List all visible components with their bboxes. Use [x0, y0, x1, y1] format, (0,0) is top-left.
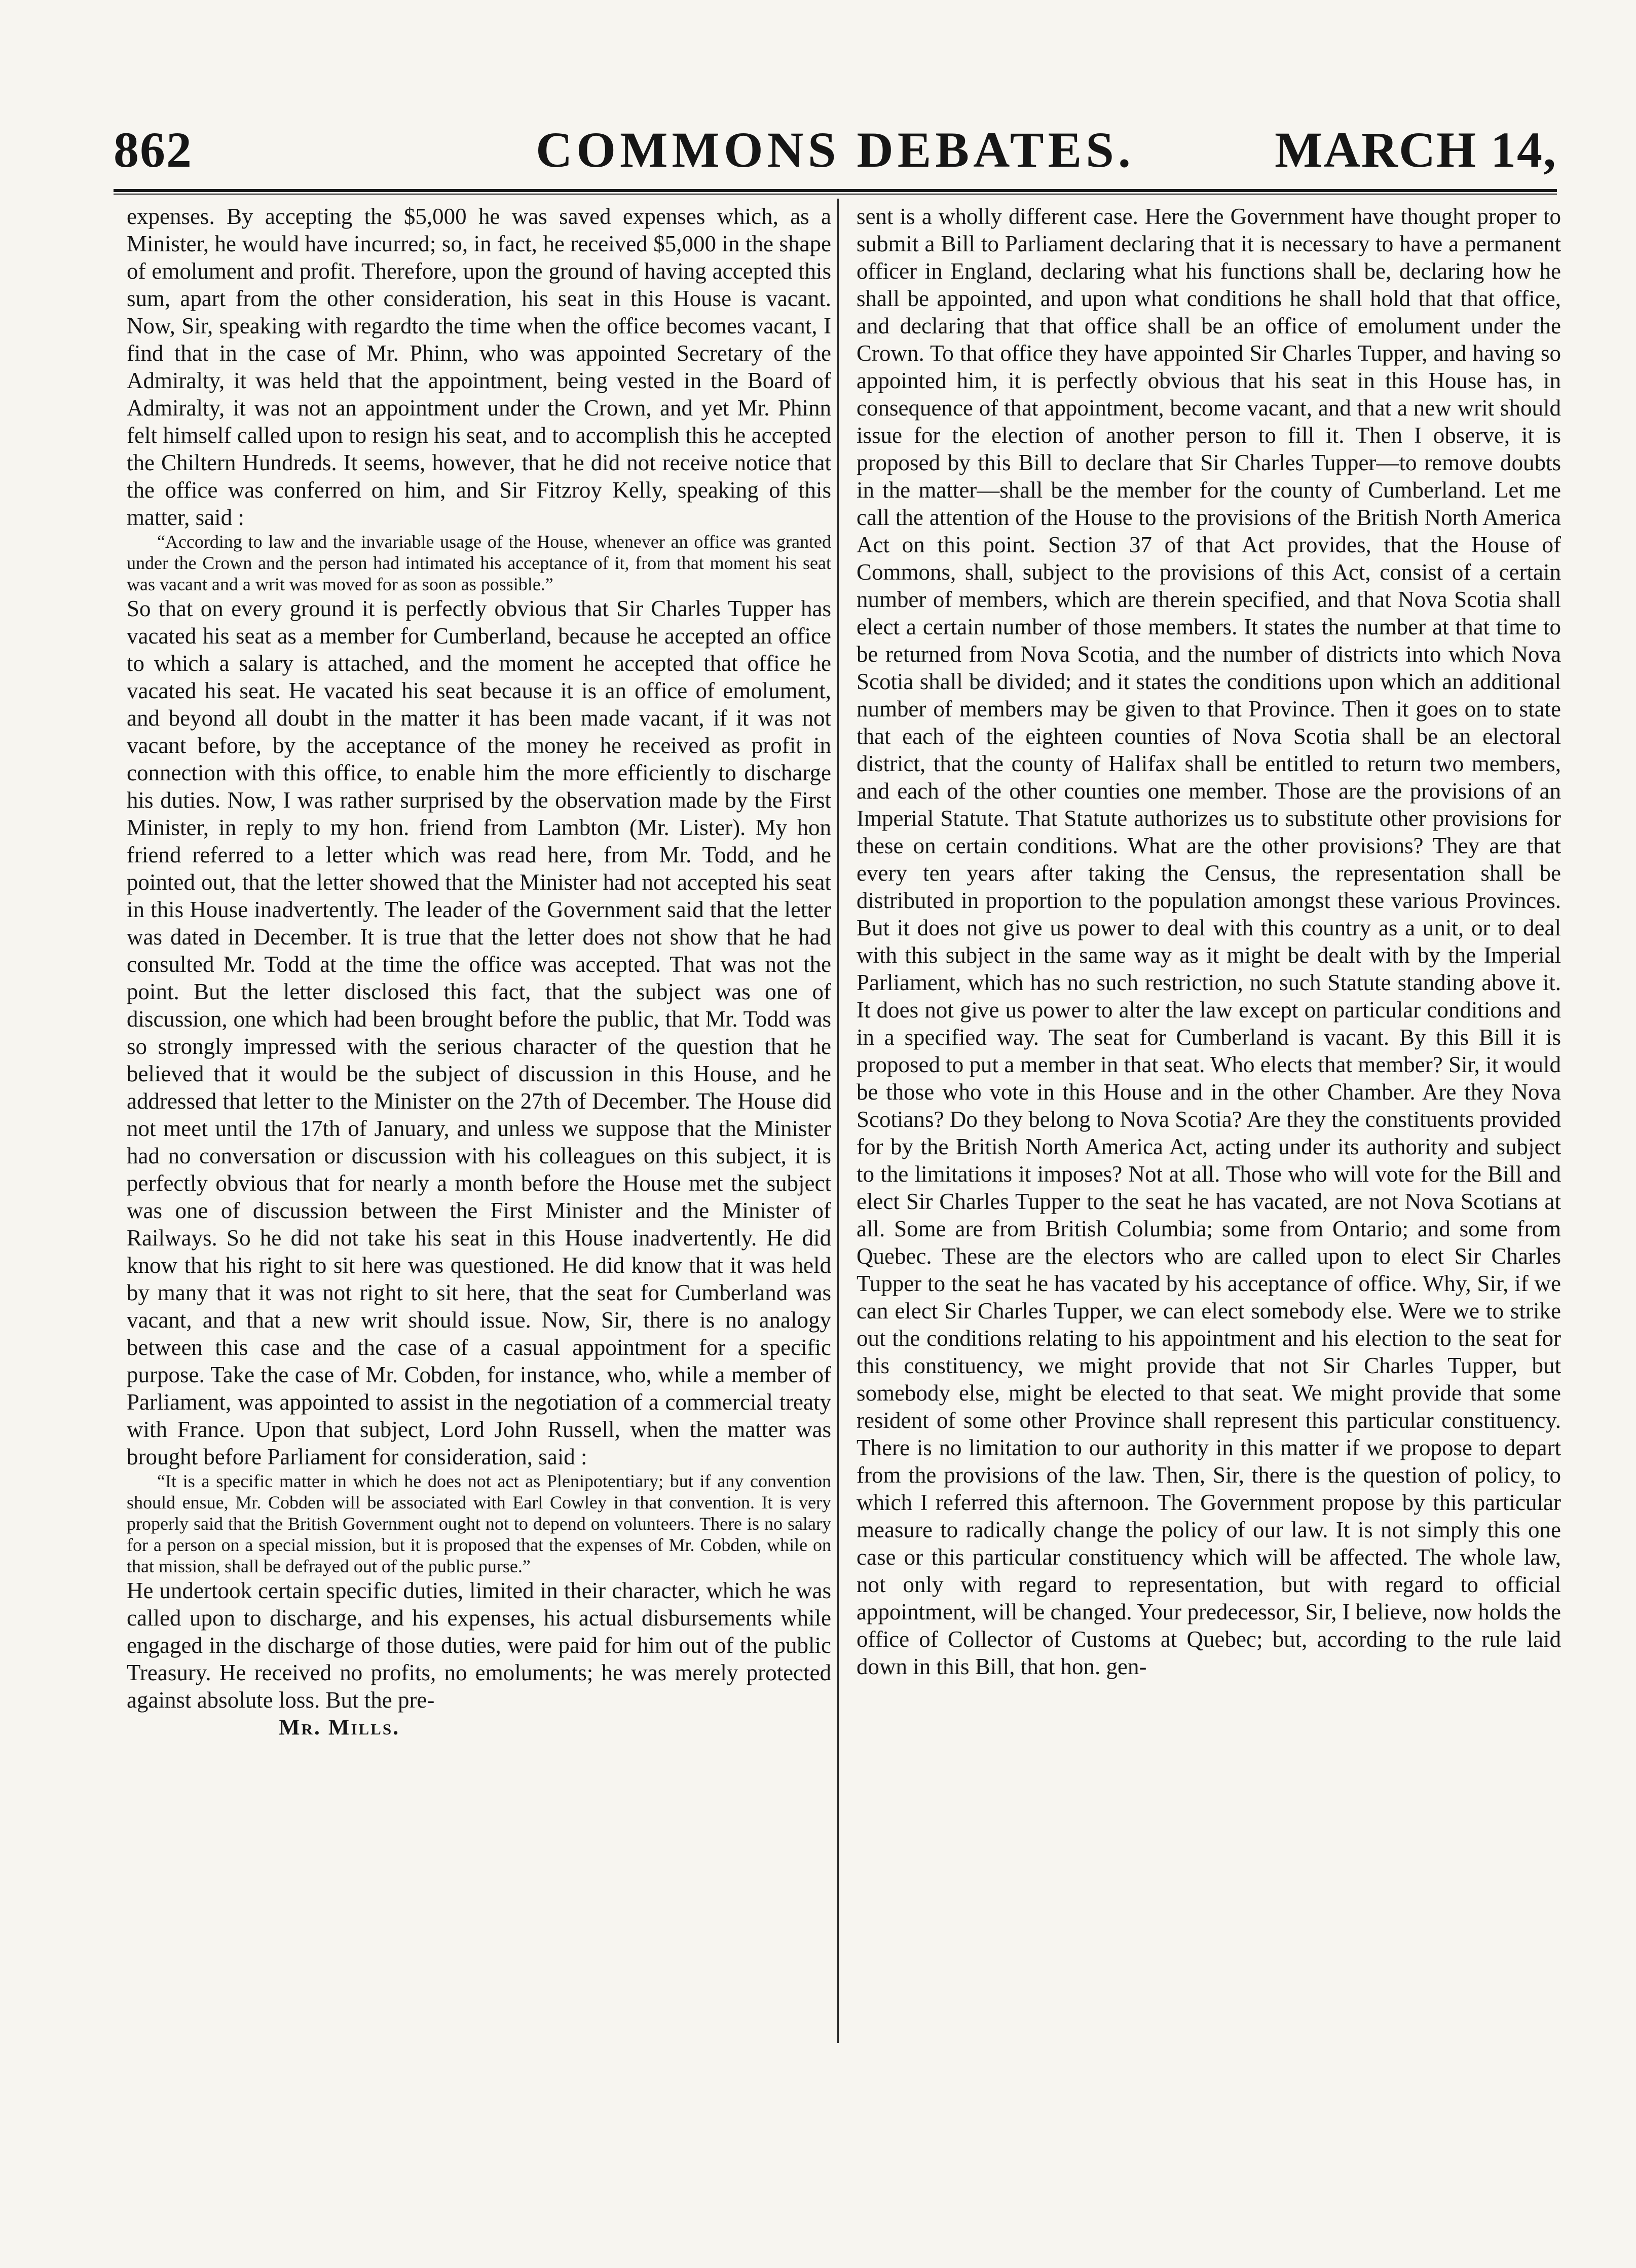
header-date: MARCH 14,: [1275, 122, 1557, 178]
page-number: 862: [114, 122, 193, 178]
right-column: [857, 203, 1561, 1680]
left-column: [127, 203, 831, 1741]
page-header: [114, 121, 1557, 181]
left-paragraph-3: He undertook certain specific duties, limited in their character, which he was called upon to discharge, and his expenses, his actual disbursements while engaged in the discharge of those duties, were paid for him out of the public Treasury. He received no profits, no emoluments; he was merely protected against absolute loss. But the pre-: [127, 1578, 831, 1713]
right-paragraph-1: sent is a wholly different case. Here the Government have thought proper to submit a Bill to Parliament declaring that it is necessary to have a permanent officer in England, declaring what his functions shall be, declaring how he shall be appointed, and upon what conditions he shall hold that that office, and declaring that that office shall be an office of emolument under the Crown. To that office they have appointed Sir Charles Tupper, and having so appointed him, it is perfectly obvious that his seat in this House has, in consequence of that appointment, become vacant, and that a new writ should issue for the election of another person to fill it. Then I observe, it is proposed by this Bill to declare that Sir Charles Tupper—to remove doubts in the matter—shall be the member for the county of Cumberland. Let me call the attention of the House to the provisions of the British North America Act on this point. Section 37 of that Act provides, that the House of Commons, shall, subject to the provisions of this Act, consist of a certain number of members, which are therein specified, and that Nova Scotia shall elect a certain number of those members. It states the number at that time to be returned from Nova Scotia, and the number of districts into which Nova Scotia shall be divided; and it states the conditions upon which an additional number of members may be given to that Province. Then it goes on to state that each of the eighteen counties of Nova Scotia shall be an electoral district, that the county of Halifax shall be entitled to return two members, and each of the other counties one member. Those are the provisions of an Imperial Statute. That Statute authorizes us to substitute other provisions for these on certain conditions. What are the other provisions? They are that every ten years after taking the Census, the representation shall be distributed in proportion to the population amongst these various Provinces. But it does not give us power to deal with this country as a unit, or to deal with this subject in the same way as it might be dealt with by the Imperial Parliament, which has no such restriction, no such Statute standing above it. It does not give us power to alter the law except on particular conditions and in a specified way. The seat for Cumberland is vacant. By this Bill it is proposed to put a member in that seat. Who elects that member? Sir, it would be those who vote in this House and in the other Chamber. Are they Nova Scotians? Do they belong to Nova Scotia? Are they the constituents provided for by the British North America Act, acting under its authority and subject to the limitations it imposes? Not at all. Those who will vote for the Bill and elect Sir Charles Tupper to the seat he has vacated, are not Nova Scotians at all. Some are from British Columbia; some from Ontario; and some from Quebec. These are the electors who are called upon to elect Sir Charles Tupper to the seat he has vacated by his acceptance of office. Why, Sir, if we can elect Sir Charles Tupper, we can elect somebody else. Were we to strike out the conditions relating to his appointment and his election to the seat for this constituency, we might provide that not Sir Charles Tupper, but somebody else, might be elected to that seat. We might provide that some resident of some other Province shall represent this particular constituency. There is no limitation to our authority in this matter if we propose to depart from the provisions of the law. Then, Sir, there is the question of policy, to which I referred this afternoon. The Government propose by this particular measure to radically change the policy of our law. It is not simply this one case or this particular constituency which will be affected. The whole law, not only with regard to representation, but with regard to official appointment, will be changed. Your predecessor, Sir, I believe, now holds the office of Collector of Customs at Quebec; but, according to the rule laid down in this Bill, that hon. gen-: [857, 204, 1561, 1679]
left-quote-1: “According to law and the invariable usage of the House, whenever an office was granted under the Crown and the person had intimated his acceptance of it, from that moment his seat was vacant and a writ was moved for as soon as possible.”: [127, 532, 831, 594]
column-divider: [837, 199, 839, 2043]
running-title: COMMONS DEBATES.: [536, 122, 1135, 178]
header-rule-thin: [114, 194, 1557, 195]
header-rule: [114, 189, 1557, 192]
left-paragraph-1: expenses. By accepting the $5,000 he was saved expenses which, as a Minister, he would have incurred; so, in fact, he received $5,000 in the shape of emolument and profit. Therefore, upon the ground of having accepted this sum, apart from the other consideration, his seat in this House is vacant. Now, Sir, speaking with regardto the time when the office becomes vacant, I find that in the case of Mr. Phinn, who was appointed Secretary of the Admiralty, it was held that the appointment, being vested in the Board of Admiralty, it was not an appointment under the Crown, and yet Mr. Phinn felt himself called upon to resign his seat, and to accomplish this he accepted the Chiltern Hundreds. It seems, however, that he did not receive notice that the office was conferred on him, and Sir Fitzroy Kelly, speaking of this matter, said :: [127, 204, 831, 530]
speaker-footer: Mr. Mills.: [279, 1715, 400, 1740]
left-quote-2: “It is a specific matter in which he does not act as Plenipotentiary; but if any convention should ensue, Mr. Cobden will be associated with Earl Cowley in that convention. It is very properly said that the British Government ought not to depend on volunteers. There is no salary for a person on a special mission, but it is proposed that the expenses of Mr. Cobden, while on that mission, shall be defrayed out of the public purse.”: [127, 1471, 831, 1576]
left-paragraph-2: So that on every ground it is perfectly obvious that Sir Charles Tupper has vacated his seat as a member for Cumberland, because he accepted an office to which a salary is attached, and the moment he accepted that office he vacated his seat. He vacated his seat because it is an office of emolument, and beyond all doubt in the matter it has been made vacant, if it was not vacant before, by the acceptance of the money he received as profit in connection with this office, to enable him the more efficiently to discharge his duties. Now, I was rather surprised by the observation made by the First Minister, in reply to my hon. friend from Lambton (Mr. Lister). My hon friend referred to a letter which was read here, from Mr. Todd, and he pointed out, that the letter showed that the Minister had not accepted his seat in this House inadvertently. The leader of the Government said that the letter was dated in December. It is true that the letter does not show that he had consulted Mr. Todd at the time the office was accepted. That was not the point. But the letter disclosed this fact, that the subject was one of discussion, one which had been brought before the public, that Mr. Todd was so strongly impressed with the serious character of the question that he believed that it would be the subject of discussion in this House, and he addressed that letter to the Minister on the 27th of December. The House did not meet until the 17th of January, and unless we suppose that the Minister had no conversation or discussion with his colleagues on this subject, it is perfectly obvious that for nearly a month before the House met the subject was one of discussion between the First Minister and the Minister of Railways. So he did not take his seat in this House inadvertently. He did know that his right to sit here was questioned. He did know that it was held by many that it was not right to sit here, that the seat for Cumberland was vacant, and that a new writ should issue. Now, Sir, there is no analogy between this case and the case of a casual appointment for a specific purpose. Take the case of Mr. Cobden, for instance, who, while a member of Parliament, was appointed to assist in the negotiation of a commercial treaty with France. Upon that subject, Lord John Russell, when the matter was brought before Parliament for consideration, said :: [127, 596, 831, 1469]
